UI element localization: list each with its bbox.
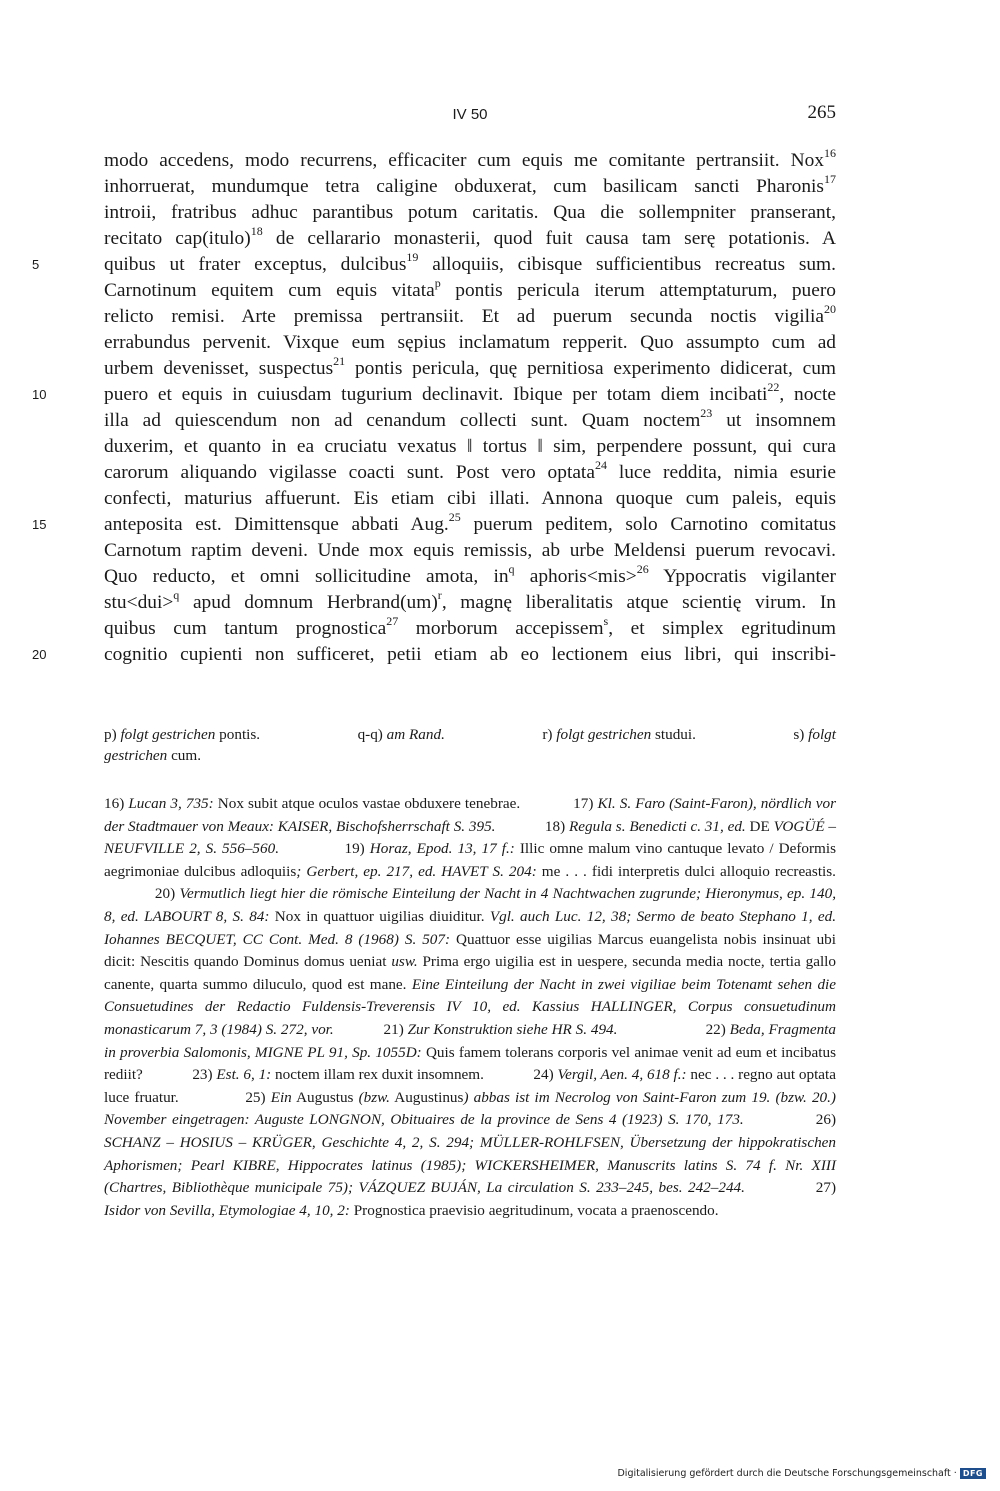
footnotes: 16) Lucan 3, 735: Nox subit atque oculos vastae obduxere tenebrae. 17) Kl. S. Faro (Saint-Faron), nördlich vor der Stadtmauer von Meaux: KAISER, Bischofsherrschaft S. 395. 18) Regula s. Benedicti c. 31, ed. DE VOGÜÉ – NEUFVILLE 2, S. 556–560. 19) Horaz, Epod. 13, 17 f.: Illic omne malum vino cantuque levato / Deformis aegrimoniae dulcibus adloquiis; Gerbert, ep. 217, ed. HAVET S. 204: me . . . fidi interpretis dulci alloquio recreastis. 20) Vermutlich liegt hier die römische Einteilung der Nacht in 4 Nachtwachen zugrunde; Hieronymus, ep. 140, 8, ed. LABOURT 8, S. 84: Nox in quattuor uigilias diuiditur. Vgl. auch Luc. 12, 38; Sermo de beato Stephano 1, ed. Iohannes BECQUET, CC Cont. Med. 8 (1968) S. 507: Quattuor esse uigilias Marcus euangelista nobis insinuat ubi dicit: Nescitis quando Dominus domus ueniat usw. Prima ergo uigilia est in uespere, secunda media nocte, tertia gallo canente, quarta summo diluculo, quod est mane. Eine Einteilung der Nacht in zwei vigiliae beim Totenamt sehen die Consuetudines der Redactio Fuldensis-Treverensis IV 10, ed. Kassius HALLINGER, Corpus consuetudinum monasticarum 7, 3 (1984) S. 272, vor. 21) Zur Konstruktion siehe HR S. 494. 22) Beda, Fragmenta in proverbia Salomonis, MIGNE PL 91, Sp. 1055D: Quis famem tolerans corporis vel animae venit ad eum et incibatus rediit? 23) Est. 6, 1: noctem illam rex duxit insomnem. 24) Vergil, Aen. 4, 618 f.: nec . . . regno aut optata luce fruatur. 25) Ein Augustus (bzw. Augustinus) abbas ist im Necrolog von Saint-Faron zum 19. (bzw. 20.) November eingetragen: Auguste LONGNON, Obituaires de la province de Sens 4 (1923) S. 170, 173. 26) SCHANZ – HOSIUS – KRÜGER, Geschichte 4, 2, S. 294; MÜLLER-ROHLFSEN, Übersetzung der hippokratischen Aphorismen; Pearl KIBRE, Hippocrates latinus (1985); WICKERSHEIMER, Manuscrits latins S. 74 f. Nr. XIII (Chartres, Bibliothèque municipale 75); VÁZQUEZ BUJÁN, La circulation S. 233–245, bes. 242–244. 27) Isidor von Sevilla, Etymologiae 4, 10, 2: Prognostica praevisio aegritudinum, vocata a praenoscendo. (104, 795, 837, 1219)
line-text: duxerim, et quanto in ea cruciatu vexatus ‖ tortus ‖ sim, perpendere possunt, qui cura (104, 436, 836, 457)
critical-apparatus (104, 724, 836, 766)
text-line (32, 379, 837, 408)
line-text: stu<dui>$^q$ apud domnum Herbrand(um)$^r$, magnę liberalitatis atque scientię virum. In (104, 587, 836, 613)
apparatus-note-r: r) folgt gestrichen studui. (542, 726, 696, 743)
page-number: 265 (807, 102, 836, 123)
text-line (104, 301, 836, 330)
line-text: inhorruerat, mundumque tetra caligine obduxerat, cum basilicam sancti Pharonis$^{17}$ (104, 171, 836, 197)
text-line (104, 613, 836, 642)
text-line (32, 642, 836, 668)
main-text (32, 145, 837, 668)
text-line (104, 538, 836, 564)
page-header (104, 102, 836, 130)
line-text: introii, fratribus adhuc parantibus potum caritatis. Qua die sollempniter pranserant, (104, 202, 836, 223)
text-line (104, 486, 836, 512)
line-text: modo accedens, modo recurrens, efficaciter cum equis me comitante pertransiit. Nox$^{16}$ (104, 145, 836, 171)
apparatus-note-p: p) folgt gestrichen pontis. (104, 726, 261, 743)
line-text: carorum aliquando vigilasse coacti sunt. Post vero optata$^{24}$ luce reddita, nimia esurie (104, 457, 836, 483)
apparatus-note-s-cont: gestrichen cum. (104, 747, 202, 764)
line-text: confecti, maturius affuerunt. Eis etiam cibi illati. Annona quoque cum paleis, equis (104, 488, 836, 509)
text-line (104, 434, 836, 460)
line-text: relicto remisi. Arte premissa pertransiit. Et ad puerum secunda noctis vigilia$^{20}$ (104, 301, 836, 327)
credit-text: Digitalisierung gefördert durch die Deutsche Forschungsgemeinschaft · (617, 1468, 957, 1479)
line-text: Quo reducto, et omni sollicitudine amota, $in^q$ aphoris<mis>$^{26}$ Yppocratis vigilanter (104, 561, 836, 587)
line-text: errabundus pervenit. Vixque eum sępius inclamatum repperit. Quo assumpto cum ad (104, 332, 836, 353)
line-number: 10 (32, 387, 47, 402)
line-text: puero et equis in cuiusdam tugurium declinavit. Ibique per totam diem incibati$^{22}$, nocte (104, 379, 837, 405)
line-number: 5 (32, 257, 40, 272)
line-text: Carnotum raptim deveni. Unde mox equis remissis, ab urbe Meldensi puerum revocavi. (104, 540, 836, 561)
text-line (104, 145, 836, 174)
text-line (104, 457, 836, 486)
line-text: urbem devenisset, suspectus$^{21}$ pontis pericula, quę pernitiosa experimento didicerat, cum (104, 353, 836, 379)
text-line (104, 561, 836, 590)
running-head: IV 50 (452, 106, 488, 123)
line-number: 20 (32, 647, 47, 662)
line-text: quibus cum tantum prognostica$^{27}$ morborum accepissem$^s$, et simplex egritudinum (104, 613, 836, 639)
line-number: 15 (32, 517, 47, 532)
line-text: illa ad quiescendum non ad cenandum collecti sunt. Quam noctem$^{23}$ ut insomnem (104, 405, 836, 431)
line-text: recitato cap(itulo)$^{18}$ de cellarario monasterii, quod fuit causa tam serę potationis. A (104, 223, 836, 249)
line-text: Carnotinum equitem cum equis vitata$^p$ pontis pericula iterum attemptaturum, puero (104, 275, 836, 301)
text-line (104, 171, 836, 200)
text-line (104, 405, 836, 434)
text-line (104, 353, 836, 382)
text-line (104, 587, 836, 616)
text-line (32, 509, 836, 538)
line-text: cognitio cupienti non sufficeret, petii etiam ab eo lectionem eius libri, qui inscribi- (104, 644, 836, 665)
text-line (104, 200, 836, 226)
line-text: quibus ut frater exceptus, dulcibus$^{19}$ alloquiis, cibisque sufficientibus recreatus sum. (104, 249, 836, 275)
dfg-logo: DFG (960, 1468, 986, 1479)
digitization-credit (617, 1468, 986, 1479)
text-line (104, 223, 836, 252)
line-text: anteposita est. Dimittensque abbati Aug.$^{25}$ puerum peditem, solo Carnotino comitatus (104, 509, 836, 535)
text-line (104, 330, 836, 356)
apparatus-note-s: s) folgt (793, 726, 836, 743)
apparatus-note-q: q-q) am Rand. (357, 726, 445, 743)
text-line (104, 275, 836, 304)
text-line (32, 249, 836, 278)
